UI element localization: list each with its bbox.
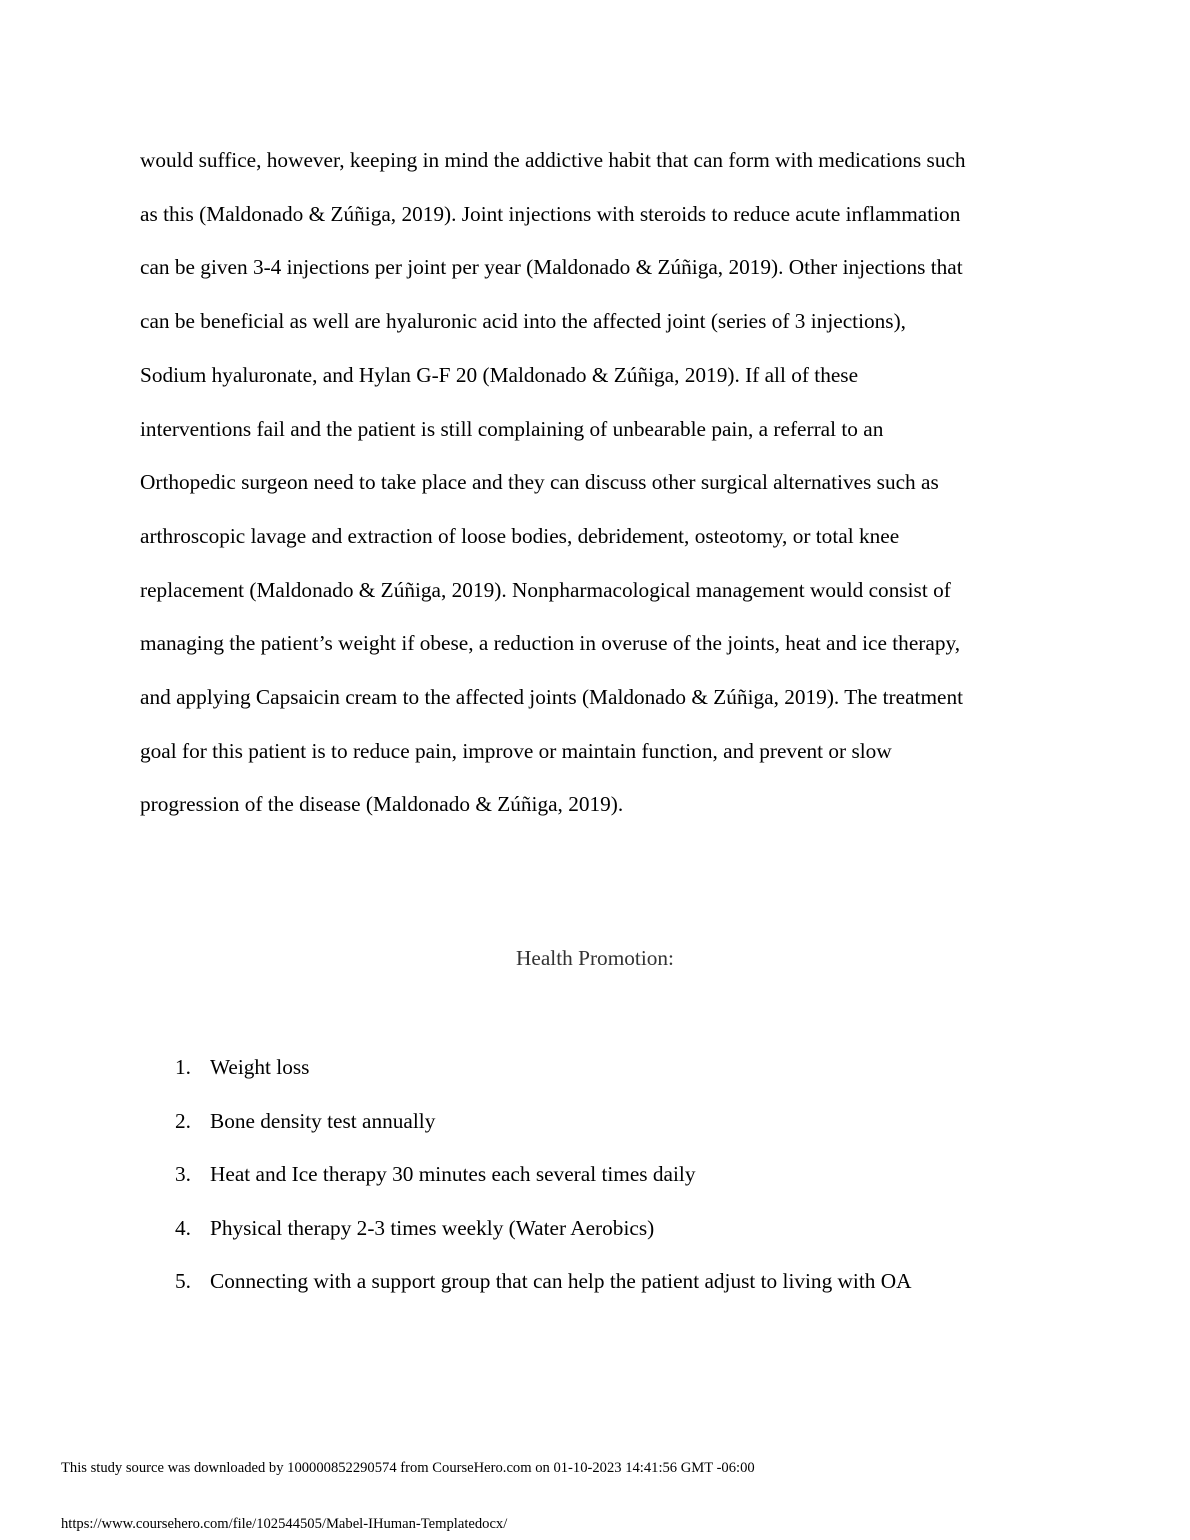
list-item-number: 5. [175, 1269, 191, 1294]
list-item-text: Bone density test annually [210, 1108, 436, 1133]
health-promotion-list [175, 1047, 912, 1315]
paragraph-line: as this (Maldonado & Zúñiga, 2019). Joint injections with steroids to reduce acute inflammation [140, 201, 961, 226]
list-item-number: 2. [175, 1108, 191, 1133]
list-item [175, 1101, 912, 1155]
paragraph-line: and applying Capsaicin cream to the affected joints (Maldonado & Zúñiga, 2019). The treatment [140, 685, 964, 710]
health-promotion-heading: Health Promotion: [516, 946, 674, 970]
list-item-text: Connecting with a support group that can help the patient adjust to living with OA [210, 1269, 912, 1294]
list-item-text: Physical therapy 2-3 times weekly (Water Aerobics) [210, 1215, 655, 1240]
list-item [175, 1154, 912, 1208]
list-item-text: Heat and Ice therapy 30 minutes each several times daily [210, 1162, 696, 1187]
paragraph-line: arthroscopic lavage and extraction of loose bodies, debridement, osteotomy, or total knee [140, 523, 900, 548]
paragraph-line: can be beneficial as well are hyaluronic acid into the affected joint (series of 3 injections), [140, 309, 906, 334]
paragraph-line: can be given 3-4 injections per joint per year (Maldonado & Zúñiga, 2019). Other injections that [140, 255, 963, 280]
list-item-number: 1. [175, 1055, 191, 1079]
download-source-notice: This study source was downloaded by 100000852290574 from CourseHero.com on 01-10-2023 14:41:56 GMT -06:00 [61, 1460, 755, 1476]
paragraph-line: progression of the disease (Maldonado & Zúñiga, 2019). [140, 792, 624, 817]
paragraph-line: managing the patient’s weight if obese, a reduction in overuse of the joints, heat and ice therapy, [140, 631, 961, 656]
treatment-paragraph [140, 134, 1050, 832]
list-item [175, 1208, 912, 1262]
paragraph-line: interventions fail and the patient is still complaining of unbearable pain, a referral to an [140, 416, 884, 441]
source-url[interactable]: https://www.coursehero.com/file/102544505/Mabel-IHuman-Templatedocx/ [61, 1516, 508, 1532]
paragraph-line: goal for this patient is to reduce pain, improve or maintain function, and prevent or slow [140, 738, 892, 763]
paragraph-line: Orthopedic surgeon need to take place and they can discuss other surgical alternatives such as [140, 470, 939, 495]
paragraph-line: would suffice, however, keeping in mind the addictive habit that can form with medications such [140, 148, 966, 172]
list-item [175, 1047, 912, 1101]
list-item-text: Weight loss [210, 1055, 310, 1079]
list-item-number: 4. [175, 1215, 191, 1240]
list-item [175, 1261, 912, 1315]
list-item-number: 3. [175, 1162, 191, 1187]
paragraph-line: replacement (Maldonado & Zúñiga, 2019). Nonpharmacological management would consist of [140, 577, 951, 602]
paragraph-line: Sodium hyaluronate, and Hylan G-F 20 (Maldonado & Zúñiga, 2019). If all of these [140, 362, 859, 387]
